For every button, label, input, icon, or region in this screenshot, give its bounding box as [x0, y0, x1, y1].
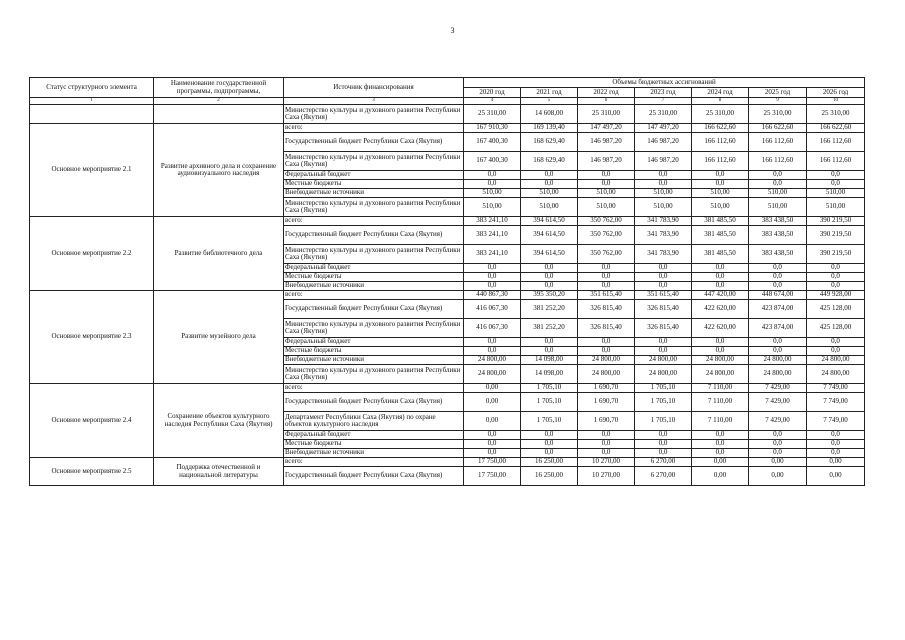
value-cell: 1 690,70 [578, 384, 635, 393]
value-cell: 14 608,00 [521, 105, 578, 124]
value-cell: 0,0 [464, 347, 521, 356]
value-cell: 0,0 [578, 273, 635, 282]
value-cell: 0,00 [807, 467, 865, 486]
value-cell: 422 620,00 [692, 300, 749, 319]
value-cell: 510,00 [749, 198, 807, 217]
value-cell: 390 219,50 [807, 245, 865, 264]
source-cell: Местные бюджеты [284, 440, 464, 449]
column-index: 10 [807, 98, 865, 105]
value-cell: 10 270,00 [578, 458, 635, 467]
value-cell: 0,0 [749, 431, 807, 440]
value-cell: 1 705,10 [521, 384, 578, 393]
value-cell: 394 614,50 [521, 217, 578, 226]
source-cell: Государственный бюджет Республики Саха (Якутия) [284, 226, 464, 245]
program-cell: Поддержка отечественной и национальной литературы [154, 458, 284, 486]
program-cell [154, 105, 284, 124]
value-cell: 0,0 [807, 180, 865, 189]
source-cell: Министерство культуры и духовного развития Республики Саха (Якутия) [284, 319, 464, 338]
value-cell: 422 620,00 [692, 319, 749, 338]
value-cell: 24 800,00 [578, 365, 635, 384]
value-cell: 0,0 [807, 347, 865, 356]
value-cell: 0,0 [807, 273, 865, 282]
value-cell: 0,0 [692, 347, 749, 356]
column-index: 3 [284, 98, 464, 105]
source-cell: Государственный бюджет Республики Саха (Якутия) [284, 133, 464, 152]
table-row [30, 105, 865, 124]
value-cell: 0,0 [749, 449, 807, 458]
value-cell: 510,00 [807, 189, 865, 198]
status-cell: Основное мероприятие 2.5 [30, 458, 154, 486]
value-cell: 381 485,50 [692, 245, 749, 264]
value-cell: 510,00 [464, 189, 521, 198]
value-cell: 326 815,40 [635, 300, 692, 319]
table-row [30, 217, 865, 226]
header-program: Наименование государственной программы, подпрограммы, [154, 78, 284, 98]
value-cell: 510,00 [807, 198, 865, 217]
value-cell: 166 112,60 [749, 133, 807, 152]
value-cell: 17 750,00 [464, 467, 521, 486]
value-cell: 0,0 [635, 171, 692, 180]
value-cell: 0,0 [749, 347, 807, 356]
value-cell: 350 762,00 [578, 226, 635, 245]
value-cell: 25 310,00 [578, 105, 635, 124]
value-cell: 25 310,00 [635, 105, 692, 124]
source-cell: всего: [284, 384, 464, 393]
value-cell: 381 485,50 [692, 217, 749, 226]
budget-body [30, 105, 865, 486]
value-cell: 383 241,10 [464, 217, 521, 226]
value-cell: 169 139,40 [521, 124, 578, 133]
value-cell: 326 815,40 [578, 319, 635, 338]
value-cell: 510,00 [692, 189, 749, 198]
value-cell: 0,0 [464, 180, 521, 189]
value-cell: 166 112,60 [807, 133, 865, 152]
value-cell: 0,0 [521, 282, 578, 291]
value-cell: 14 098,00 [521, 356, 578, 365]
value-cell: 0,0 [635, 282, 692, 291]
value-cell: 390 219,50 [807, 226, 865, 245]
header-year: 2021 год [521, 88, 578, 98]
value-cell: 0,0 [749, 171, 807, 180]
value-cell: 24 800,00 [807, 356, 865, 365]
column-index-row [30, 98, 865, 105]
value-cell: 0,0 [578, 180, 635, 189]
status-cell [30, 105, 154, 124]
value-cell: 0,0 [635, 449, 692, 458]
value-cell: 510,00 [521, 189, 578, 198]
status-cell: Основное мероприятие 2.1 [30, 124, 154, 217]
value-cell: 0,0 [692, 180, 749, 189]
value-cell: 25 310,00 [807, 105, 865, 124]
value-cell: 10 270,00 [578, 467, 635, 486]
value-cell: 25 310,00 [464, 105, 521, 124]
value-cell: 510,00 [635, 198, 692, 217]
value-cell: 0,0 [578, 171, 635, 180]
value-cell: 425 128,00 [807, 300, 865, 319]
value-cell: 166 112,60 [692, 133, 749, 152]
table-row [30, 291, 865, 300]
value-cell: 395 350,20 [521, 291, 578, 300]
value-cell: 510,00 [635, 189, 692, 198]
value-cell: 24 800,00 [692, 356, 749, 365]
column-index: 2 [154, 98, 284, 105]
value-cell: 423 874,00 [749, 300, 807, 319]
table-row [30, 458, 865, 467]
value-cell: 381 252,20 [521, 319, 578, 338]
value-cell: 24 800,00 [578, 356, 635, 365]
program-cell: Развитие архивного дела и сохранение аудиовизуального наследия [154, 124, 284, 217]
value-cell: 167 400,30 [464, 152, 521, 171]
value-cell: 510,00 [464, 198, 521, 217]
value-cell: 0,0 [692, 264, 749, 273]
value-cell: 146 987,20 [635, 152, 692, 171]
value-cell: 510,00 [749, 189, 807, 198]
column-index: 9 [749, 98, 807, 105]
source-cell: Департамент Республики Саха (Якутия) по охране объектов культурного наследия [284, 412, 464, 431]
value-cell: 351 615,40 [635, 291, 692, 300]
value-cell: 0,0 [807, 440, 865, 449]
value-cell: 0,0 [692, 282, 749, 291]
value-cell: 390 219,50 [807, 217, 865, 226]
value-cell: 440 867,30 [464, 291, 521, 300]
value-cell: 0,0 [464, 440, 521, 449]
value-cell: 1 705,10 [635, 384, 692, 393]
value-cell: 0,0 [635, 431, 692, 440]
value-cell: 7 110,00 [692, 393, 749, 412]
value-cell: 168 629,40 [521, 133, 578, 152]
value-cell: 350 762,00 [578, 217, 635, 226]
value-cell: 0,0 [464, 338, 521, 347]
value-cell: 7 749,00 [807, 384, 865, 393]
source-cell: Местные бюджеты [284, 180, 464, 189]
value-cell: 24 800,00 [749, 365, 807, 384]
source-cell: Государственный бюджет Республики Саха (Якутия) [284, 467, 464, 486]
value-cell: 7 749,00 [807, 393, 865, 412]
value-cell: 7 429,00 [749, 393, 807, 412]
value-cell: 510,00 [578, 189, 635, 198]
value-cell: 1 705,10 [521, 393, 578, 412]
value-cell: 0,0 [521, 171, 578, 180]
source-cell: Внебюджетные источники [284, 449, 464, 458]
source-cell: Федеральный бюджет [284, 171, 464, 180]
value-cell: 0,00 [464, 393, 521, 412]
source-cell: Министерство культуры и духовного развития Республики Саха (Якутия) [284, 198, 464, 217]
value-cell: 16 250,00 [521, 467, 578, 486]
value-cell: 0,0 [464, 449, 521, 458]
value-cell: 0,0 [807, 449, 865, 458]
value-cell: 1 690,70 [578, 412, 635, 431]
value-cell: 24 800,00 [749, 356, 807, 365]
status-cell: Основное мероприятие 2.4 [30, 384, 154, 458]
source-cell: Внебюджетные источники [284, 189, 464, 198]
value-cell: 24 800,00 [635, 356, 692, 365]
value-cell: 383 241,10 [464, 226, 521, 245]
value-cell: 146 987,20 [578, 133, 635, 152]
value-cell: 0,00 [692, 467, 749, 486]
value-cell: 24 800,00 [807, 365, 865, 384]
value-cell: 0,0 [749, 264, 807, 273]
value-cell: 0,0 [635, 180, 692, 189]
value-cell: 24 800,00 [635, 365, 692, 384]
value-cell: 341 783,90 [635, 226, 692, 245]
value-cell: 25 310,00 [692, 105, 749, 124]
header-year: 2026 год [807, 88, 865, 98]
value-cell: 0,0 [521, 264, 578, 273]
value-cell: 0,0 [578, 282, 635, 291]
value-cell: 0,0 [635, 440, 692, 449]
value-cell: 0,0 [464, 282, 521, 291]
value-cell: 0,0 [749, 273, 807, 282]
table-row [30, 124, 865, 133]
value-cell: 350 762,00 [578, 245, 635, 264]
source-cell: Министерство культуры и духовного развития Республики Саха (Якутия) [284, 245, 464, 264]
column-index: 8 [692, 98, 749, 105]
value-cell: 0,0 [635, 347, 692, 356]
value-cell: 1 705,10 [635, 412, 692, 431]
status-cell: Основное мероприятие 2.3 [30, 291, 154, 384]
value-cell: 6 270,00 [635, 458, 692, 467]
budget-table [29, 77, 865, 486]
value-cell: 0,0 [692, 273, 749, 282]
value-cell: 0,0 [521, 449, 578, 458]
value-cell: 0,0 [635, 338, 692, 347]
value-cell: 0,0 [692, 171, 749, 180]
source-cell: Внебюджетные источники [284, 282, 464, 291]
source-cell: Министерство культуры и духовного развития Республики Саха (Якутия) [284, 105, 464, 124]
source-cell: Министерство культуры и духовного развития Республики Саха (Якутия) [284, 152, 464, 171]
value-cell: 0,00 [692, 458, 749, 467]
column-index: 1 [30, 98, 154, 105]
source-cell: Федеральный бюджет [284, 338, 464, 347]
value-cell: 326 815,40 [635, 319, 692, 338]
value-cell: 447 420,00 [692, 291, 749, 300]
value-cell: 0,0 [464, 273, 521, 282]
value-cell: 166 622,60 [692, 124, 749, 133]
program-cell: Развитие библиотечного дела [154, 217, 284, 291]
header-status: Статус структурного элемента [30, 78, 154, 98]
value-cell: 0,00 [749, 467, 807, 486]
source-cell: Местные бюджеты [284, 273, 464, 282]
value-cell: 510,00 [578, 198, 635, 217]
value-cell: 381 252,20 [521, 300, 578, 319]
source-cell: Государственный бюджет Республики Саха (Якутия) [284, 300, 464, 319]
value-cell: 0,0 [749, 282, 807, 291]
program-cell: Развитие музейного дела [154, 291, 284, 384]
program-cell: Сохранение объектов культурного наследия Республики Саха (Якутия) [154, 384, 284, 458]
value-cell: 449 928,00 [807, 291, 865, 300]
source-cell: Министерство культуры и духовного развития Республики Саха (Якутия) [284, 365, 464, 384]
value-cell: 0,0 [635, 273, 692, 282]
value-cell: 425 128,00 [807, 319, 865, 338]
source-cell: всего: [284, 458, 464, 467]
value-cell: 7 110,00 [692, 412, 749, 431]
value-cell: 0,0 [521, 440, 578, 449]
value-cell: 147 497,20 [578, 124, 635, 133]
value-cell: 341 783,90 [635, 217, 692, 226]
value-cell: 0,0 [521, 431, 578, 440]
value-cell: 0,0 [464, 431, 521, 440]
column-index: 5 [521, 98, 578, 105]
value-cell: 0,0 [749, 440, 807, 449]
value-cell: 25 310,00 [749, 105, 807, 124]
value-cell: 0,0 [578, 338, 635, 347]
value-cell: 0,0 [578, 431, 635, 440]
value-cell: 510,00 [692, 198, 749, 217]
value-cell: 510,00 [521, 198, 578, 217]
table-row [30, 384, 865, 393]
value-cell: 0,0 [578, 440, 635, 449]
value-cell: 1 705,10 [635, 393, 692, 412]
value-cell: 24 800,00 [464, 365, 521, 384]
value-cell: 326 815,40 [578, 300, 635, 319]
value-cell: 6 270,00 [635, 467, 692, 486]
value-cell: 7 110,00 [692, 384, 749, 393]
value-cell: 0,0 [692, 449, 749, 458]
source-cell: Местные бюджеты [284, 347, 464, 356]
value-cell: 383 241,10 [464, 245, 521, 264]
value-cell: 383 438,50 [749, 226, 807, 245]
column-index: 6 [578, 98, 635, 105]
value-cell: 166 622,60 [807, 124, 865, 133]
value-cell: 0,0 [692, 431, 749, 440]
header-year: 2025 год [749, 88, 807, 98]
value-cell: 146 987,20 [635, 133, 692, 152]
value-cell: 166 112,60 [807, 152, 865, 171]
value-cell: 14 098,00 [521, 365, 578, 384]
value-cell: 341 783,90 [635, 245, 692, 264]
value-cell: 166 112,60 [749, 152, 807, 171]
source-cell: Внебюджетные источники [284, 356, 464, 365]
source-cell: всего: [284, 217, 464, 226]
value-cell: 423 874,00 [749, 319, 807, 338]
value-cell: 0,0 [692, 338, 749, 347]
value-cell: 167 910,30 [464, 124, 521, 133]
source-cell: Государственный бюджет Республики Саха (Якутия) [284, 393, 464, 412]
value-cell: 0,0 [464, 171, 521, 180]
value-cell: 383 438,50 [749, 245, 807, 264]
value-cell: 0,0 [464, 264, 521, 273]
value-cell: 1 705,10 [521, 412, 578, 431]
value-cell: 0,0 [578, 347, 635, 356]
value-cell: 416 067,30 [464, 300, 521, 319]
value-cell: 0,0 [749, 338, 807, 347]
value-cell: 7 429,00 [749, 384, 807, 393]
value-cell: 0,0 [521, 338, 578, 347]
source-cell: всего: [284, 291, 464, 300]
value-cell: 0,0 [521, 347, 578, 356]
value-cell: 7 429,00 [749, 412, 807, 431]
value-cell: 166 622,60 [749, 124, 807, 133]
value-cell: 0,0 [807, 431, 865, 440]
page-number: 3 [450, 26, 455, 35]
value-cell: 394 614,50 [521, 245, 578, 264]
value-cell: 24 800,00 [692, 365, 749, 384]
value-cell: 166 112,60 [692, 152, 749, 171]
value-cell: 0,0 [635, 264, 692, 273]
value-cell: 0,00 [464, 412, 521, 431]
column-index: 4 [464, 98, 521, 105]
value-cell: 7 749,00 [807, 412, 865, 431]
header-source: Источник финансирования [284, 78, 464, 98]
value-cell: 147 497,20 [635, 124, 692, 133]
value-cell: 0,0 [807, 171, 865, 180]
value-cell: 17 750,00 [464, 458, 521, 467]
value-cell: 0,0 [807, 264, 865, 273]
value-cell: 383 438,50 [749, 217, 807, 226]
value-cell: 16 250,00 [521, 458, 578, 467]
value-cell: 168 629,40 [521, 152, 578, 171]
value-cell: 0,00 [749, 458, 807, 467]
header-year: 2024 год [692, 88, 749, 98]
value-cell: 381 485,50 [692, 226, 749, 245]
source-cell: всего: [284, 124, 464, 133]
value-cell: 351 615,40 [578, 291, 635, 300]
value-cell: 394 614,50 [521, 226, 578, 245]
header-year: 2023 год [635, 88, 692, 98]
value-cell: 0,0 [807, 282, 865, 291]
status-cell: Основное мероприятие 2.2 [30, 217, 154, 291]
value-cell: 416 067,30 [464, 319, 521, 338]
value-cell: 0,0 [521, 180, 578, 189]
value-cell: 448 674,00 [749, 291, 807, 300]
value-cell: 1 690,70 [578, 393, 635, 412]
value-cell: 0,0 [807, 338, 865, 347]
value-cell: 0,0 [749, 180, 807, 189]
source-cell: Федеральный бюджет [284, 264, 464, 273]
header-year: 2022 год [578, 88, 635, 98]
header-volumes: Объемы бюджетных ассигнований [464, 78, 865, 88]
value-cell: 0,00 [807, 458, 865, 467]
value-cell: 24 800,00 [464, 356, 521, 365]
header-year: 2020 год [464, 88, 521, 98]
column-index: 7 [635, 98, 692, 105]
value-cell: 0,0 [692, 440, 749, 449]
value-cell: 0,0 [521, 273, 578, 282]
value-cell: 0,0 [578, 449, 635, 458]
value-cell: 0,0 [578, 264, 635, 273]
value-cell: 167 400,30 [464, 133, 521, 152]
source-cell: Федеральный бюджет [284, 431, 464, 440]
value-cell: 146 987,20 [578, 152, 635, 171]
value-cell: 0,00 [464, 384, 521, 393]
